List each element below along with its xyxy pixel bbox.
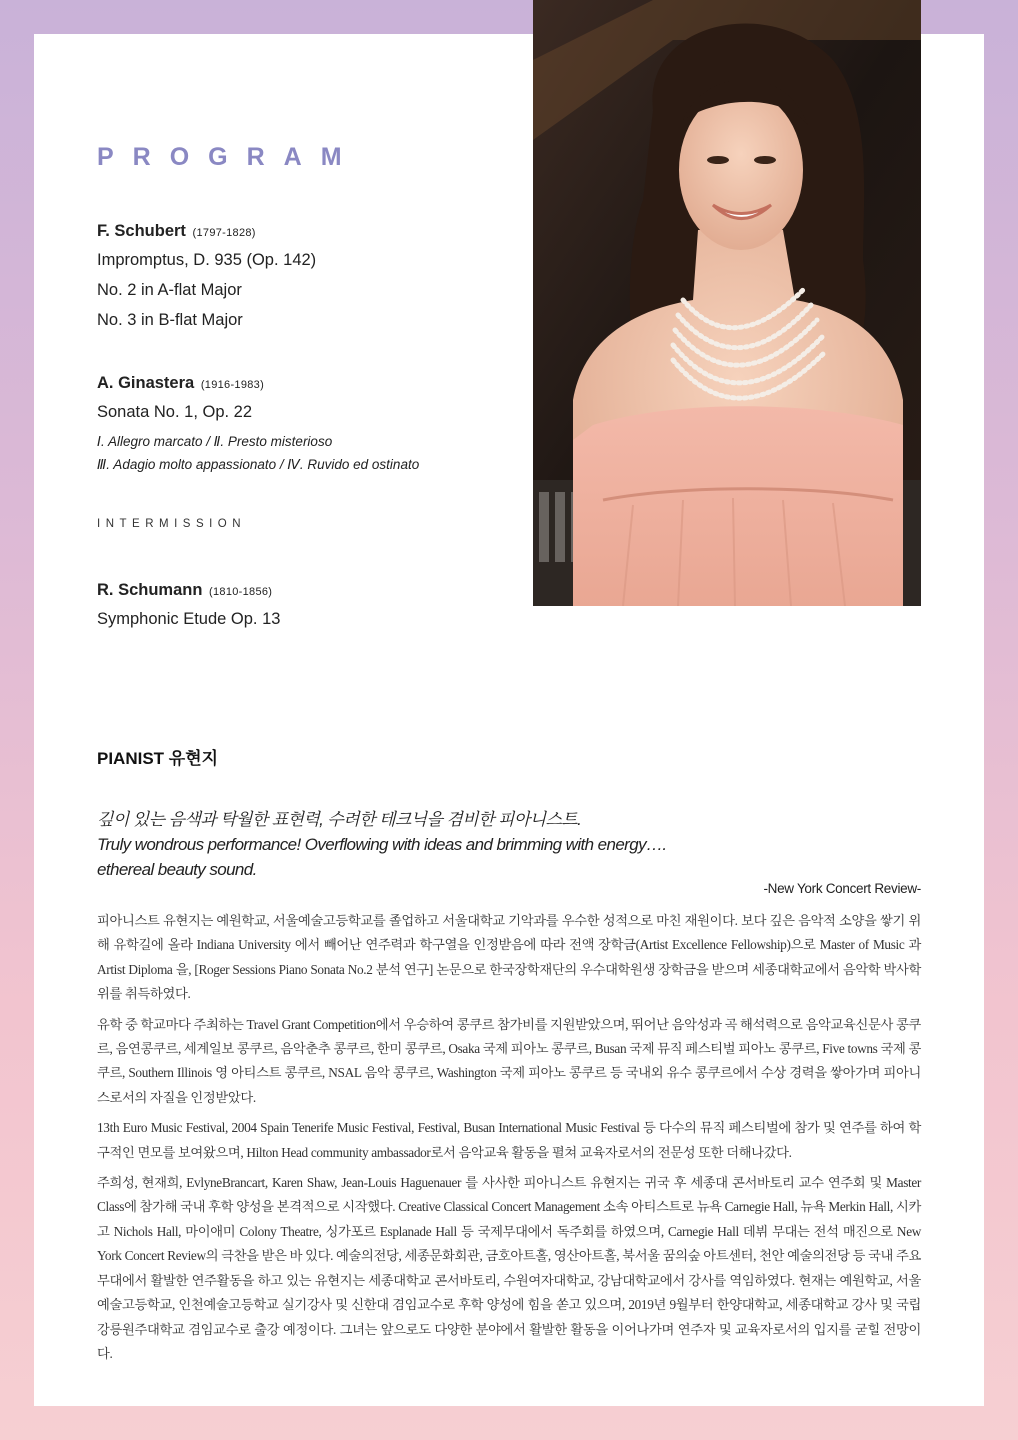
intermission-label: INTERMISSION: [97, 518, 247, 530]
bio-paragraph: 피아니스트 유현지는 예원학교, 서울예술고등학교를 졸업하고 서울대학교 기악과를 우수한 성적으로 마친 재원이다. 보다 깊은 음악적 소양을 쌓기 위해 유학길에 올라 Indiana University 에서 빼어난 연주력과 학구열을 인정받음에 따라 전액 장학금(Artist Excellence Fellowship)으로 Master of Music 과 Artist Diploma 을, [Roger Sessions Piano Sonata No.2 분석 연구] 논문으로 한국장학재단의 우수대학원생 장학금을 받으며 세종대학교에서 음악학 박사학위를 취득하였다.: [97, 913, 921, 1002]
bio-paragraph: 13th Euro Music Festival, 2004 Spain Tenerife Music Festival, Festival, Busan International Music Festival 등 다수의 뮤직 페스티벌에 참가 및 연주를 하여 학구적인 면모를 보여왔으며, Hilton Head community ambassador로서 음악교육 활동을 펼쳐 교육자로서의 전문성 또한 더해나갔다.: [97, 1120, 921, 1160]
program-title: PROGRAM: [97, 143, 361, 171]
composer-name: F. Schubert (1797-1828): [97, 222, 256, 240]
quote-source: -New York Concert Review-: [763, 881, 921, 896]
work-line: No. 2 in A-flat Major: [97, 281, 242, 299]
pianist-heading: PIANIST 유현지: [97, 749, 219, 768]
composer-years: (1916-1983): [200, 379, 265, 391]
work-line: No. 3 in B-flat Major: [97, 311, 243, 329]
composer-years: (1797-1828): [192, 227, 256, 239]
movement-line: Ⅰ. Allegro marcato / Ⅱ. Presto misterioso: [97, 434, 333, 449]
movement-line: Ⅲ. Adagio molto appassionato / Ⅳ. Ruvido ed ostinato: [97, 457, 420, 472]
composer-name: R. Schumann (1810-1856): [97, 581, 273, 599]
bio-paragraph: 유학 중 학교마다 주최하는 Travel Grant Competition에서 우승하여 콩쿠르 참가비를 지원받았으며, 뛰어난 음악성과 곡 해석력으로 음악교육신문사 콩쿠르, 음연콩쿠르, 세계일보 콩쿠르, 음악춘추 콩쿠르, 한미 콩쿠르, Osaka 국제 피아노 콩쿠르, Busan 국제 뮤직 페스티벌 피아노 콩쿠르, Five towns 국제 콩쿠르, Southern Illinois 영 아티스트 콩쿠르, NSAL 음악 콩쿠르, Washington 국제 피아노 콩쿠르 등 국내외 유수 콩쿠르에서 수상 경력을 쌓아가며 피아니스로서의 자질을 인정받았다.: [97, 1016, 921, 1105]
quote-line: Truly wondrous performance! Overflowing with ideas and brimming with energy….: [97, 835, 667, 854]
work-line: Sonata No. 1, Op. 22: [97, 403, 253, 421]
composer-name: A. Ginastera (1916-1983): [97, 374, 265, 392]
bio-paragraph: 주희성, 현재희, EvlyneBrancart, Karen Shaw, Jean-Louis Haguenauer 를 사사한 피아니스트 유현지는 귀국 후 세종대 콘서바토리 교수 연주회 및 Master Class에 참가해 국내 후학 양성을 본격적으로 시작했다. Creative Classical Concert Management 소속 아티스트로 뉴욕 Carnegie Hall, 뉴욕 Merkin Hall, 시카고 Nichols Hall, 마이애미 Colony Theatre, 싱가포르 Esplanade Hall 등 국제무대에서 독주회를 하였으며, Carnegie Hall 데뷔 무대는 전석 매진으로 New York Concert Review의 극찬을 받은 바 있다. 예술의전당, 세종문화회관, 금호아트홀, 영산아트홀, 북서울 꿈의숲 아트센터, 천안 예술의전당 등 국내 주요 무대에서 활발한 연주활동을 하고 있는 유현지는 세종대학교 콘서바토리, 수원여자대학교, 강남대학교에서 강사를 역임하였다. 현재는 예원학교, 서울예술고등학교, 인천예술고등학교 실기강사 및 신한대 겸임교수로 후학 양성에 힘을 쏟고 있으며, 2019년 9월부터 한양대학교, 세종대학교 강사 및 국립강릉원주대학교 겸임교수로 출강 예정이다. 그녀는 앞으로도 다양한 분야에서 활발한 활동을 이어나가며 연주자 및 교육자로서의 입지를 굳힐 전망이다.: [97, 1175, 921, 1361]
review-quote: [97, 807, 917, 882]
composer-years: (1810-1856): [209, 586, 273, 598]
piece-schumann: [97, 578, 280, 634]
piece-ginastera: [97, 371, 419, 476]
piece-schubert: [97, 219, 316, 335]
pianist-photo: [533, 0, 921, 606]
quote-line: ethereal beauty sound.: [97, 860, 257, 879]
work-line: Impromptus, D. 935 (Op. 142): [97, 251, 317, 269]
work-line: Symphonic Etude Op. 13: [97, 610, 281, 628]
biography: [97, 909, 921, 1372]
quote-line: 깊이 있는 음색과 탁월한 표현력, 수려한 테크닉을 겸비한 피아니스트.: [97, 810, 582, 829]
